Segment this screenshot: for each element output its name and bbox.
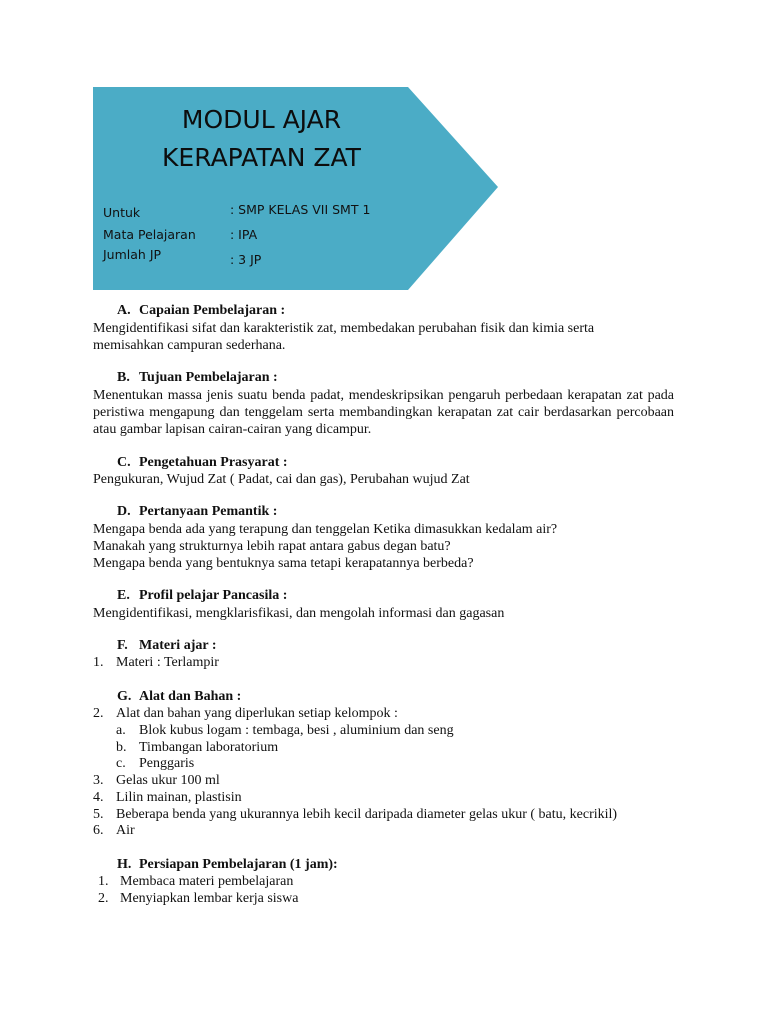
section-e-title: Profil pelajar Pancasila : (139, 588, 288, 603)
module-title-line2: KERAPATAN ZAT (162, 143, 361, 172)
list-item: Alat dan bahan yang diperlukan setiap kelompok : (116, 706, 398, 721)
section-g-heading (117, 689, 241, 705)
list-item: Gelas ukur 100 ml (116, 773, 220, 788)
section-b-letter: B. (117, 370, 130, 385)
section-h-heading (117, 857, 338, 873)
section-g-title: Alat dan Bahan : (139, 689, 242, 704)
section-c-letter: C. (117, 455, 131, 470)
section-f-title: Materi ajar : (139, 638, 217, 653)
section-f-heading (117, 638, 216, 654)
section-c-heading (117, 455, 288, 471)
sublist-item: Timbangan laboratorium (139, 740, 279, 755)
section-a-letter: A. (117, 303, 131, 318)
list-item: Menyiapkan lembar kerja siswa (120, 891, 299, 906)
section-a-title: Capaian Pembelajaran : (139, 303, 286, 318)
section-f-letter: F. (117, 638, 128, 653)
section-e-text: Mengidentifikasi, mengklarisfikasi, dan mengolah informasi dan gagasan (93, 606, 505, 621)
section-d-question-3: Mengapa benda yang bentuknya sama tetapi kerapatannya berbeda? (93, 556, 474, 571)
section-c-title: Pengetahuan Prasyarat : (139, 455, 288, 470)
list-number: 2. (93, 706, 104, 721)
list-number: 5. (93, 807, 104, 822)
list-item: Beberapa benda yang ukurannya lebih kecil daripada diameter gelas ukur ( batu, kecrikil) (116, 807, 618, 822)
list-item: Air (116, 823, 135, 838)
sublist-letter: b. (116, 740, 127, 755)
module-title-line1: MODUL AJAR (181, 105, 342, 134)
section-d-question-2: Manakah yang strukturnya lebih rapat antara gabus degan batu? (93, 539, 451, 554)
section-d-question-1: Mengapa benda ada yang terapung dan tenggelan Ketika dimasukkan kedalam air? (93, 522, 558, 537)
list-item: Lilin mainan, plastisin (116, 790, 242, 805)
meta-value-jumlah-jp: : 3 JP (230, 252, 262, 267)
meta-label-jumlah-jp: Jumlah JP (103, 247, 162, 262)
list-number: 3. (93, 773, 104, 788)
sublist-letter: c. (116, 756, 126, 771)
list-number: 1. (93, 655, 104, 670)
section-d-title: Pertanyaan Pemantik : (139, 504, 278, 519)
sublist-item: Blok kubus logam : tembaga, besi , aluminium dan seng (139, 723, 454, 738)
meta-label-mata-pelajaran: Mata Pelajaran (103, 227, 196, 242)
list-item: Materi : Terlampir (116, 655, 219, 670)
sublist-item: Penggaris (139, 756, 195, 771)
meta-value-mata-pelajaran: : IPA (230, 227, 258, 242)
list-item: Membaca materi pembelajaran (120, 874, 294, 889)
meta-value-untuk: : SMP KELAS VII SMT 1 (230, 202, 371, 217)
section-a-text-line2: memisahkan campuran sederhana. (93, 338, 286, 353)
section-b-heading (117, 370, 278, 386)
sublist-letter: a. (116, 723, 126, 738)
section-a-heading (117, 303, 285, 319)
list-number: 1. (98, 874, 109, 889)
section-g-letter: G. (117, 689, 132, 704)
section-e-heading (117, 588, 287, 604)
list-number: 6. (93, 823, 104, 838)
section-c-text: Pengukuran, Wujud Zat ( Padat, cai dan gas), Perubahan wujud Zat (93, 472, 470, 487)
section-b-title: Tujuan Pembelajaran : (139, 370, 278, 385)
section-h-letter: H. (117, 857, 132, 872)
list-number: 2. (98, 891, 109, 906)
section-d-letter: D. (117, 504, 131, 519)
section-d-heading (117, 504, 277, 520)
section-h-title: Persiapan Pembelajaran (1 jam): (139, 857, 338, 872)
section-e-letter: E. (117, 588, 130, 603)
section-b-text: Menentukan massa jenis suatu benda padat, mendeskripsikan pengaruh perbedaan kerapatan zat pada peristiwa mengapung dan tenggelam serta membandingkan kerapatan zat cair berdasarkan percobaan atau gambar lapisan cairan-cairan yang dicampur. (93, 388, 674, 437)
list-number: 4. (93, 790, 104, 805)
section-a-text-line1: Mengidentifikasi sifat dan karakteristik zat, membedakan perubahan fisik dan kimia serta (93, 321, 595, 336)
meta-label-untuk: Untuk (103, 205, 141, 220)
